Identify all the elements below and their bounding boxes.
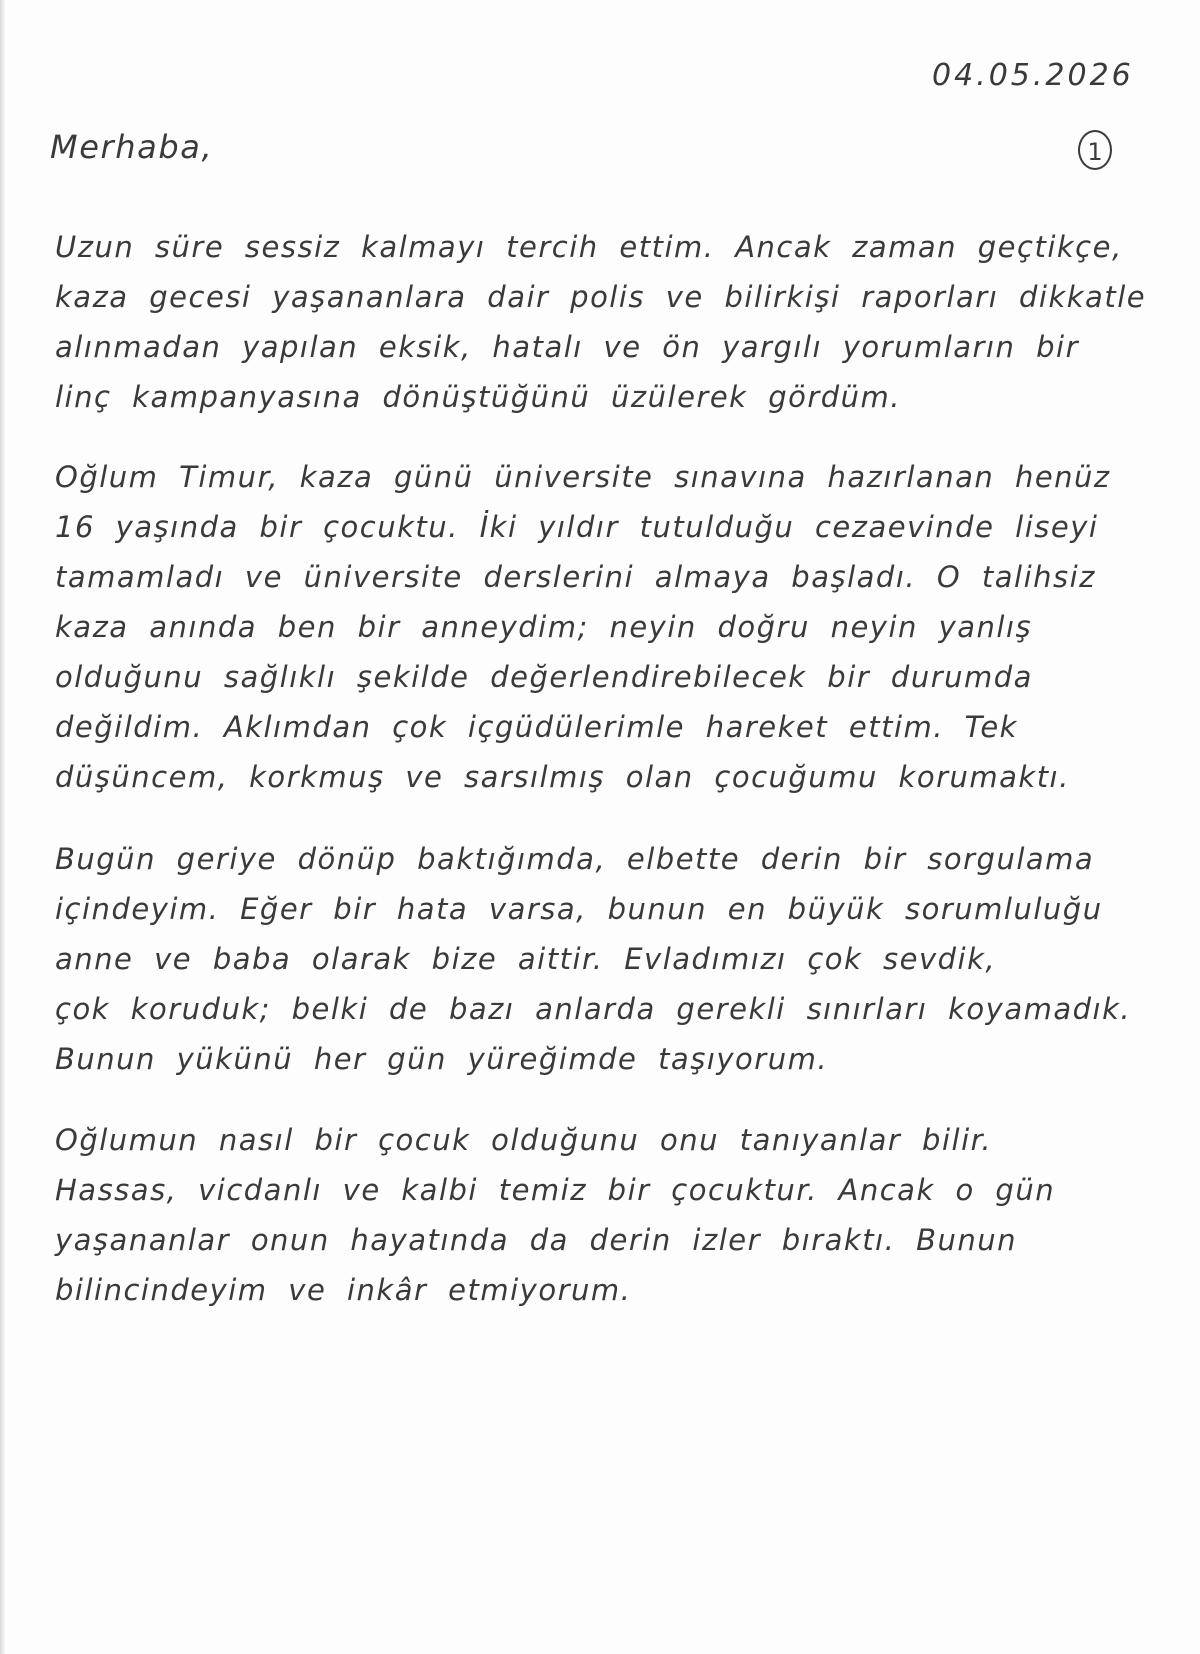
page-number-circle: 1 — [1078, 130, 1112, 170]
text-line: Oğlum Timur, kaza günü üniversite sınavına hazırlanan henüz — [55, 460, 1111, 494]
text-line: Uzun süre sessiz kalmayı tercih ettim. Ancak zaman geçtikçe, — [55, 230, 1123, 264]
text-line: kaza gecesi yaşananlara dair polis ve bilirkişi raporları dikkatle — [55, 280, 1147, 314]
text-line: linç kampanyasına dönüştüğünü üzülerek gördüm. — [55, 380, 902, 414]
text-line: tamamladı ve üniversite derslerini almaya başladı. O talihsiz — [55, 560, 1096, 594]
text-line: düşüncem, korkmuş ve sarsılmış olan çocuğumu korumaktı. — [55, 760, 1070, 794]
paragraph-4 — [55, 1115, 1135, 1315]
text-line: Bunun yükünü her gün yüreğimde taşıyorum. — [55, 1042, 829, 1076]
page-edge-shadow — [0, 0, 6, 1654]
text-line: Bugün geriye dönüp baktığımda, elbette derin bir sorgulama — [55, 842, 1095, 876]
greeting: Merhaba, — [50, 128, 214, 166]
text-line: Oğlumun nasıl bir çocuk olduğunu onu tanıyanlar bilir. — [55, 1123, 993, 1157]
paragraph-3 — [55, 834, 1135, 1084]
text-line: bilincindeyim ve inkâr etmiyorum. — [55, 1273, 632, 1307]
text-line: yaşananlar onun hayatında da derin izler bıraktı. Bunun — [55, 1223, 1017, 1257]
text-line: değildim. Aklımdan çok içgüdülerimle hareket ettim. Tek — [55, 710, 1018, 744]
paragraph-2 — [55, 452, 1135, 802]
text-line: anne ve baba olarak bize aittir. Evladımızı çok sevdik, — [55, 942, 997, 976]
letter-date: 04.05.2026 — [932, 58, 1134, 93]
paragraph-1 — [55, 222, 1147, 422]
text-line: olduğunu sağlıklı şekilde değerlendirebilecek bir durumda — [55, 660, 1033, 694]
text-line: Hassas, vicdanlı ve kalbi temiz bir çocuktur. Ancak o gün — [55, 1173, 1056, 1207]
text-line: kaza anında ben bir anneydim; neyin doğru neyin yanlış — [55, 610, 1033, 644]
text-line: alınmadan yapılan eksik, hatalı ve ön yargılı yorumların bir — [55, 330, 1080, 364]
text-line: içindeyim. Eğer bir hata varsa, bunun en büyük sorumluluğu — [55, 892, 1103, 926]
text-line: çok koruduk; belki de bazı anlarda gerekli sınırları koyamadık. — [55, 992, 1132, 1026]
text-line: 16 yaşında bir çocuktu. İki yıldır tutulduğu cezaevinde liseyi — [55, 510, 1099, 544]
